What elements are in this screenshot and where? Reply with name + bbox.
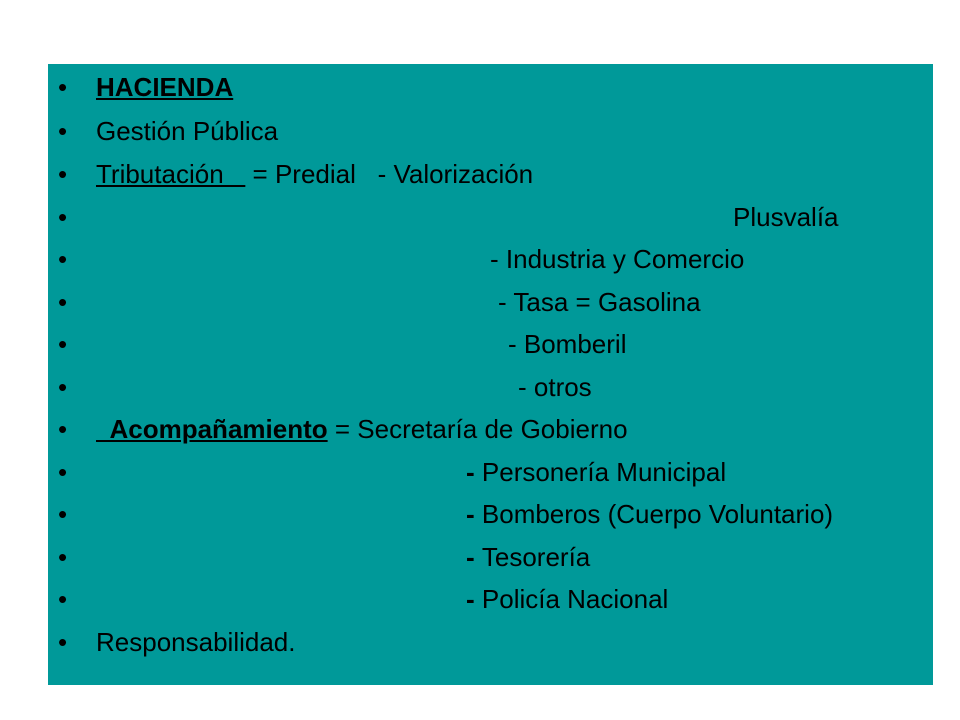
- bullet-text-part: = Secretaría de Gobierno: [327, 414, 628, 444]
- bullet-text-part: -: [466, 584, 482, 614]
- bullet-dot: •: [58, 542, 68, 572]
- bullet-item: [48, 284, 933, 320]
- bullet-item: [48, 411, 933, 447]
- bullet-text-part: Personería Municipal: [481, 457, 727, 487]
- bullet-text-part: -: [466, 499, 482, 529]
- bullet-text: [96, 113, 278, 149]
- bullet-text-part: Policía Nacional: [481, 584, 669, 614]
- bullet-item: [48, 454, 933, 490]
- slide-panel: [48, 64, 933, 685]
- bullet-text: [96, 156, 533, 192]
- bullet-dot: •: [58, 116, 68, 146]
- bullet-text-part: Tesorería: [481, 542, 591, 572]
- bullet-dot: •: [58, 627, 68, 657]
- bullet-text: [466, 539, 590, 575]
- bullet-text: [498, 284, 701, 320]
- bullet-dot: •: [58, 499, 68, 529]
- bullet-dot: •: [58, 287, 68, 317]
- bullet-text-part: Bomberos (Cuerpo Voluntario): [481, 499, 834, 529]
- bullet-text-part: - Bomberil: [508, 329, 627, 359]
- bullet-item: [48, 241, 933, 277]
- bullet-text: [96, 411, 628, 447]
- bullet-text: [508, 326, 626, 362]
- bullet-item: [48, 624, 933, 660]
- bullet-text: [466, 581, 668, 617]
- bullet-text-part: Gestión Pública: [96, 116, 279, 146]
- bullet-text-part: - Industria y Comercio: [490, 244, 745, 274]
- bullet-item: [48, 581, 933, 617]
- bullet-item: [48, 156, 933, 192]
- bullet-text: [466, 496, 833, 532]
- bullet-dot: •: [58, 457, 68, 487]
- bullet-item: [48, 326, 933, 362]
- bullet-text-part: - Tasa = Gasolina: [498, 287, 701, 317]
- bullet-text-part: HACIENDA: [96, 72, 234, 102]
- bullet-list: [48, 64, 933, 685]
- bullet-text: [733, 199, 839, 235]
- bullet-item: [48, 496, 933, 532]
- bullet-item: [48, 113, 933, 149]
- bullet-text-part: -: [466, 542, 482, 572]
- bullet-item: [48, 369, 933, 405]
- bullet-text-part: -: [466, 457, 482, 487]
- bullet-dot: •: [58, 372, 68, 402]
- bullet-text: [490, 241, 744, 277]
- bullet-dot: •: [58, 244, 68, 274]
- bullet-text: [96, 69, 233, 105]
- bullet-dot: •: [58, 584, 68, 614]
- bullet-text-part: = Predial - Valorización: [245, 159, 534, 189]
- bullet-item: [48, 69, 933, 105]
- bullet-text: [518, 369, 592, 405]
- bullet-dot: •: [58, 72, 68, 102]
- bullet-text-part: Plusvalía: [733, 202, 839, 232]
- bullet-text: [96, 624, 295, 660]
- bullet-text-part: - otros: [518, 372, 592, 402]
- bullet-dot: •: [58, 202, 68, 232]
- bullet-text-part: Tributación: [96, 159, 246, 189]
- bullet-text-part: Acompañamiento: [96, 414, 328, 444]
- bullet-dot: •: [58, 329, 68, 359]
- bullet-dot: •: [58, 414, 68, 444]
- bullet-text: [466, 454, 726, 490]
- bullet-item: [48, 199, 933, 235]
- bullet-text-part: Responsabilidad.: [96, 627, 296, 657]
- bullet-dot: •: [58, 159, 68, 189]
- bullet-item: [48, 539, 933, 575]
